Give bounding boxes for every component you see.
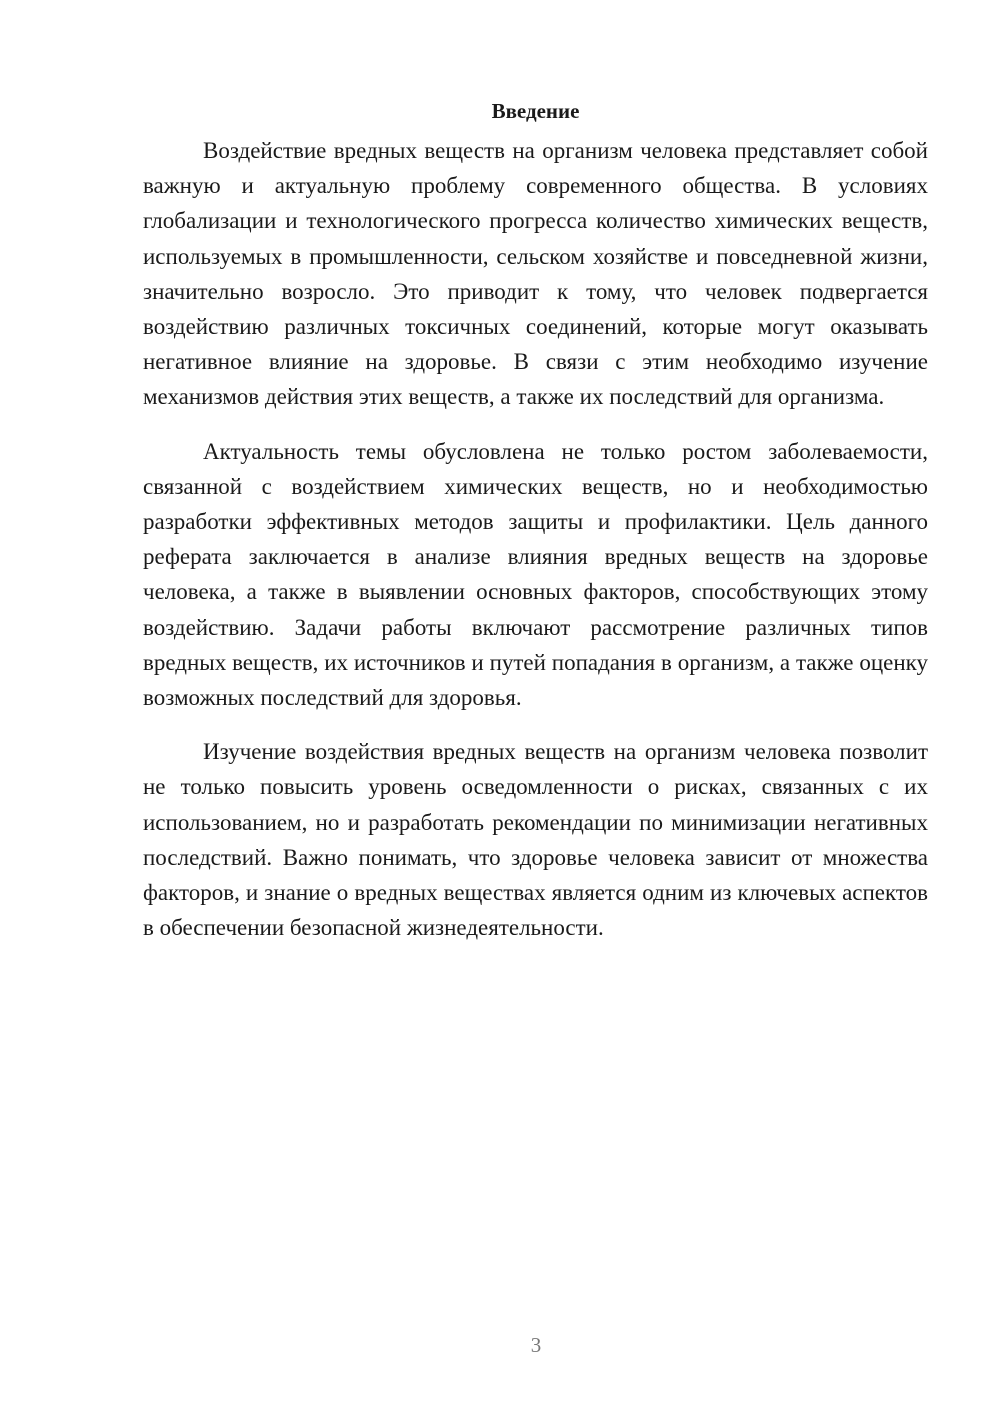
paragraph-relevance: Актуальность темы обусловлена не только ростом заболеваемости, связанной с воздействием химических веществ, но и необходимостью разработки эффективных методов защиты и профилактики. Цель данного реферата заключается в анализе влияния вредных веществ на здоровье человека, а также в выявлении основных факторов, способствующих этому воздействию. Задачи работы включают рассмотрение различных типов вредных веществ, их источников и путей попадания в организм, а также оценку возможных последствий для здоровья. bbox=[143, 438, 928, 711]
page-number: 3 bbox=[530, 1333, 542, 1357]
section-title: Введение bbox=[491, 99, 580, 123]
page-content bbox=[143, 93, 928, 964]
paragraph-intro: Воздействие вредных веществ на организм человека представляет собой важную и актуальную проблему современного общества. В условиях глобализации и технологического прогресса количество химических веществ, используемых в промышленности, сельском хозяйстве и повседневной жизни, значительно возросло. Это приводит к тому, что человек подвергается воздействию различных токсичных соединений, которые могут оказывать негативное влияние на здоровье. В связи с этим необходимо изучение механизмов действия этих веществ, а также их последствий для организма. bbox=[143, 138, 928, 410]
paragraph-conclusion: Изучение воздействия вредных веществ на организм человека позволит не только повысить уровень осведомленности о рисках, связанных с их использованием, но и разработать рекомендации по минимизации негативных последствий. Важно понимать, что здоровье человека зависит от множества факторов, и знание о вредных веществах является одним из ключевых аспектов в обеспечении безопасной жизнедеятельности. bbox=[143, 739, 928, 941]
